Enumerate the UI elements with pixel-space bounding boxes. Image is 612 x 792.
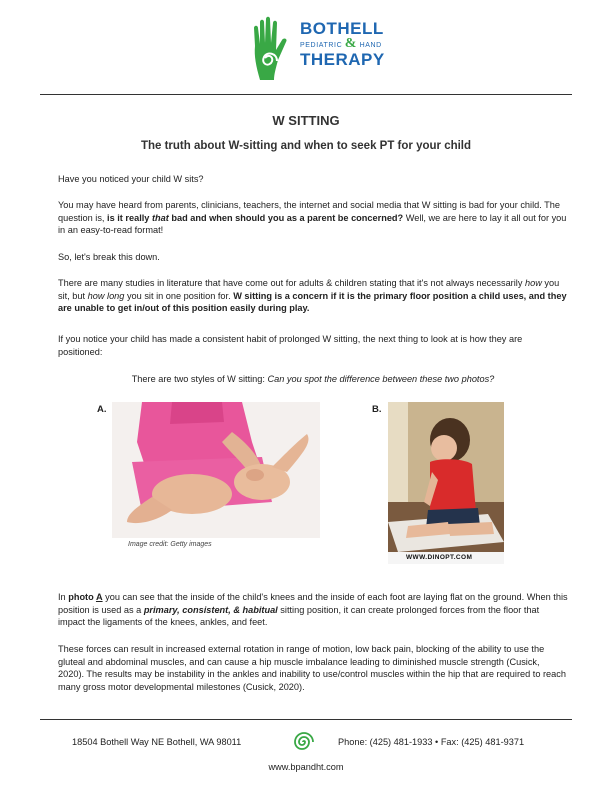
paragraph-consistent-habit: If you notice your child has made a consistent habit of prolonged W sitting, the next thing to look at is how they are positioned: xyxy=(58,334,523,357)
photo-b-watermark: WWW.DINOPT.COM xyxy=(406,554,473,561)
p4-text-c: you sit, but xyxy=(58,278,560,301)
p7-underlined-c: A xyxy=(95,592,103,602)
page-subtitle: The truth about W-sitting and when to seek PT for your child xyxy=(140,140,472,152)
p6-text-a: There are two styles of W sitting: xyxy=(131,374,268,384)
p4-italic-d: how long xyxy=(87,290,125,301)
photo-b-boy-sitting-illustration xyxy=(388,402,504,564)
photo-a-caption: Image credit: Getty images xyxy=(128,541,212,548)
logo xyxy=(250,16,410,84)
brand-ampersand: & xyxy=(344,36,358,51)
p2-bold-italic-c: that xyxy=(151,212,169,223)
photo-a-child-w-sitting-illustration xyxy=(112,402,320,538)
p7-bold-italic-e: primary, consistent, & habitual xyxy=(143,604,278,615)
footer-address: 18504 Bothell Way NE Bothell, WA 98011 xyxy=(72,737,242,747)
paragraph-studies xyxy=(58,277,568,315)
hand-logo-icon xyxy=(250,16,298,82)
p4-text-e: you sit in one position for. xyxy=(124,290,234,301)
p2-text-a: You may have heard from parents, clinicians, teachers, the internet and social media that W sitting is bad for your child. The question is, xyxy=(58,200,561,223)
p7-bold-b: photo xyxy=(68,592,96,602)
brand-pediatric: PEDIATRIC xyxy=(300,42,343,49)
p7-text-f: sitting position, it can create prolonged forces from the floor that impact the ligaments of the knees, ankles, and feet. xyxy=(58,604,540,628)
footer-divider xyxy=(40,719,572,720)
p7-text-a: In xyxy=(58,592,69,602)
photo-b-label: B. xyxy=(372,404,382,415)
brand-line-1: BOTHELL xyxy=(300,19,384,38)
p2-text-e: Well, we are here to lay it all out for you in an easy-to-read format! xyxy=(58,212,567,236)
p4-italic-b: how xyxy=(524,278,542,288)
paragraph-forces: These forces can result in increased external rotation in range of motion, low back pain, blocking of the ability to use the gluteal and abdominal muscles, and can cause a hip muscle imbalance leading to diminished muscle strength (Cusick, 2020). The results may be instability in the ankles and inability to use/control muscles within the hip that are required to reach many gross motor developmental milestones (Cusick, 2020). xyxy=(58,644,566,692)
paragraph-question xyxy=(58,199,568,237)
p4-text-a: There are many studies in literature that have come out for adults & children stating that it's not always necessarily xyxy=(58,278,525,288)
photo-a-label: A. xyxy=(97,404,107,415)
p6-italic-b: Can you spot the difference between these two photos? xyxy=(267,374,495,384)
p4-bold-f: W sitting is a concern if it is the primary floor position a child uses, and they are unable to get in/out of this position easily during play. xyxy=(58,290,567,314)
paragraph-photo-a xyxy=(58,591,568,629)
p2-bold-d: bad and when should you as a parent be concerned? xyxy=(168,212,404,223)
footer-phone-fax: Phone: (425) 481-1933 • Fax: (425) 481-9371 xyxy=(338,737,525,747)
photo-a xyxy=(112,402,320,538)
brand-hand: HAND xyxy=(359,42,382,49)
p7-text-d: you can see that the inside of the child's knees and the inside of each foot are laying flat on the ground. When this position is used as a xyxy=(58,592,568,615)
photo-b xyxy=(388,402,504,564)
footer-website-link[interactable]: www.bpandht.com xyxy=(268,762,344,772)
brand-line-3: THERAPY xyxy=(300,50,385,69)
paragraph-break-down: So, let's break this down. xyxy=(58,252,160,262)
paragraph-intro: Have you noticed your child W sits? xyxy=(58,174,204,184)
paragraph-two-styles xyxy=(58,373,568,386)
p2-bold-b: is it really xyxy=(107,212,152,223)
header-divider xyxy=(40,94,572,95)
spiral-logo-icon xyxy=(292,731,316,753)
page-title: W SITTING xyxy=(272,113,340,128)
